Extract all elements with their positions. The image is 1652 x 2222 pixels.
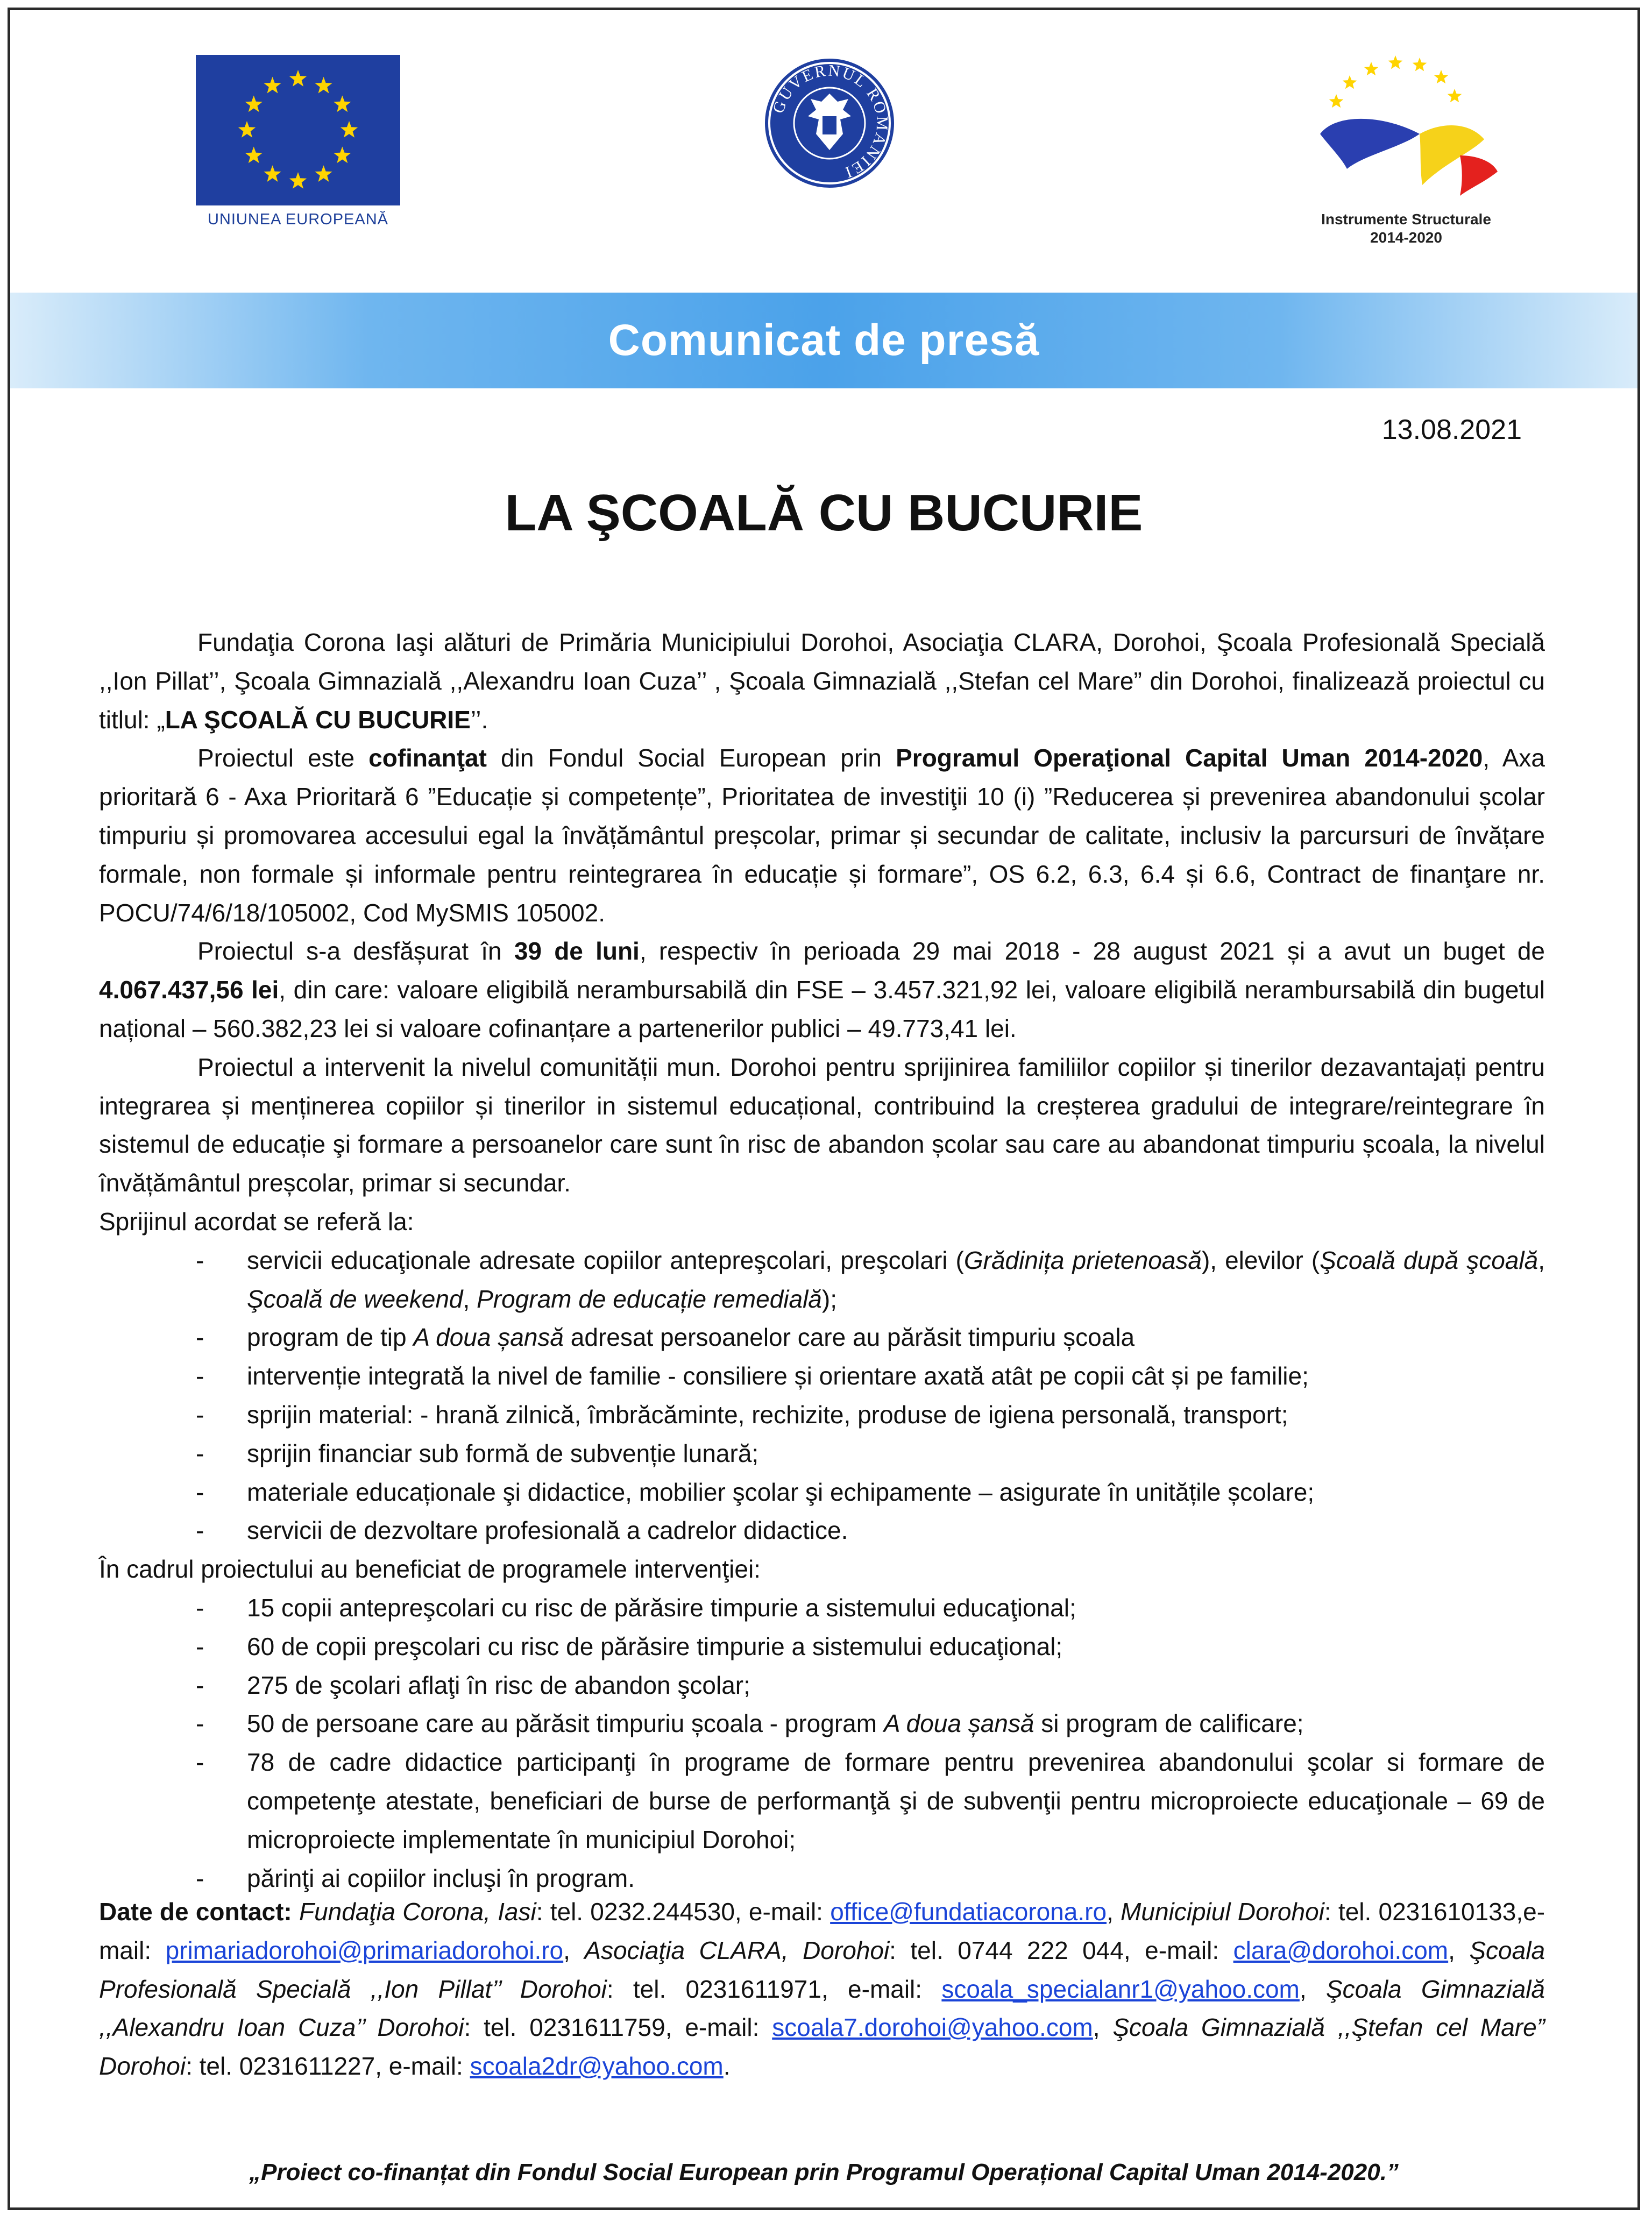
s1-t5: ); [821, 1284, 837, 1313]
government-of-romania-logo [762, 56, 897, 190]
p2-t1: Proiectul este [197, 744, 369, 772]
structural-star-icon [1413, 58, 1427, 71]
structural-star-icon [1448, 89, 1462, 102]
structural-star-icon [1434, 70, 1449, 83]
b1-text: 15 copii antepreşcolari cu risc de părăsire timpurie a sistemului educaţional; [247, 1593, 1076, 1622]
support-intro: Sprijinul acordat se referă la: [99, 1207, 414, 1236]
contact-org-cuza: Şcoala Gimnazială ,,Alexandru Ioan Cuza’’ Dorohoi [99, 1975, 1545, 2042]
contact-t8: , [1299, 1975, 1326, 2003]
p2-b1: cofinanţat [368, 744, 487, 772]
press-release-page [8, 8, 1640, 2210]
b2-text: 60 de copii preşcolari cu risc de părăsire timpurie a sistemului educaţional; [247, 1632, 1063, 1660]
s1-i3: Şcoală de weekend [247, 1284, 463, 1313]
s1-i2: Şcoală după şcoală [1320, 1246, 1538, 1274]
contact-section [99, 1893, 1545, 2086]
gov-ring-text: GUVERNUL ROMÂNIEI [769, 61, 891, 182]
romania-coat-of-arms-icon [762, 56, 897, 190]
contact-org-municipiu: Municipiul Dorohoi [1121, 1898, 1324, 1926]
eu-caption: UNIUNEA EUROPEANĂ [207, 211, 389, 228]
contact-t5: : tel. 0744 222 044, e-mail: [889, 1936, 1233, 1964]
p1-bold: LA ŞCOALĂ CU BUCURIE [165, 705, 471, 734]
press-release-banner [10, 293, 1637, 388]
list-item [99, 1589, 1545, 1628]
s3-text: intervenție integrată la nivel de familie - consiliere și orientare axată atât pe copii cât și pe familie; [247, 1362, 1309, 1390]
contact-org-pillat: Şcoala Profesională Specială ,,Ion Pillat’’ Dorohoi [99, 1936, 1545, 2003]
p2-b2: Programul Operaţional Capital Uman 2014-2020 [896, 744, 1483, 772]
document-body [99, 623, 1545, 1898]
paragraph-intervention: Proiectul a intervenit la nivelul comunității mun. Dorohoi pentru sprijinirea familiilor copiilor și tinerilor dezavantajați pentru integrarea și menținerea copiilor și tinerilor in sistemul educațional, contribuind la creșterea gradului de integrare/reintegrare în sistemul de educație şi formare a persoanelor care sunt în risc de abandon școlar sau care au abandonat timpuriu școala, la nivelul învățământul preșcolar, primar si secundar. [99, 1053, 1545, 1197]
s2-t2: adresat persoanelor care au părăsit timpuriu școala [564, 1323, 1135, 1352]
list-dash: - [196, 1439, 204, 1467]
list-dash: - [196, 1671, 204, 1699]
list-item [99, 1435, 1545, 1473]
s1-t1: servicii educaţionale adresate copiilor antepreşcolari, preşcolari ( [247, 1246, 964, 1274]
p2-t2: din Fondul Social European prin [486, 744, 896, 772]
structural-star-icon [1343, 75, 1357, 89]
is-caption-line1: Instrumente Structurale [1321, 211, 1491, 228]
contact-t7: : tel. 0231611971, e-mail: [606, 1975, 942, 2003]
contact-t9: : tel. 0231611759, e-mail: [464, 2013, 772, 2042]
list-dash: - [196, 1246, 204, 1274]
email-link-corona[interactable]: office@fundatiacorona.ro [830, 1898, 1107, 1926]
list-dash: - [196, 1748, 204, 1777]
structural-star-icon [1388, 55, 1403, 69]
list-dash: - [196, 1478, 204, 1506]
structural-instruments-logo [1299, 53, 1514, 247]
release-date: 13.08.2021 [1381, 414, 1522, 445]
contact-t3: : tel. 0231610133,e-mail: [99, 1898, 1545, 1964]
list-dash: - [196, 1709, 204, 1738]
beneficiaries-list [99, 1589, 1545, 1898]
p3-b2: 4.067.437,56 lei [99, 976, 279, 1004]
b4-t2: si program de calificare; [1034, 1709, 1304, 1738]
structural-instruments-caption [1299, 210, 1514, 247]
s2-t1: program de tip [247, 1323, 414, 1352]
contact-t12: . [723, 2052, 731, 2081]
contact-org-clara: Asociaţia CLARA, Dorohoi [584, 1936, 890, 1964]
list-dash: - [196, 1362, 204, 1390]
list-dash: - [196, 1400, 204, 1429]
s1-t2: ), elevilor ( [1201, 1246, 1320, 1274]
list-item [99, 1705, 1545, 1743]
eu-flag-icon [196, 55, 400, 205]
s4-text: sprijin material: - hrană zilnică, îmbrăcăminte, rechizite, produse de igiena personală, transport; [247, 1400, 1288, 1429]
footer-note: „Proiect co-finanțat din Fondul Social European prin Programul Operațional Capital Uman 2014-2020.” [249, 2159, 1399, 2185]
structural-star-icon [1329, 94, 1344, 108]
contact-t1: : tel. 0232.244530, e-mail: [536, 1898, 831, 1926]
support-list [99, 1241, 1545, 1550]
document-title: LA ŞCOALĂ CU BUCURIE [505, 484, 1143, 542]
list-item [99, 1743, 1545, 1859]
s7-text: servicii de dezvoltare profesională a cadrelor didactice. [247, 1516, 848, 1545]
contact-t10: , [1093, 2013, 1113, 2042]
email-link-primaria[interactable]: primariadorohoi@primariadorohoi.ro [165, 1936, 564, 1964]
b6-text: părinţi ai copiilor incluşi în program. [247, 1864, 635, 1892]
contact-label: Date de contact: [99, 1898, 292, 1926]
p3-t2: , respectiv în perioada 29 mai 2018 - 28 august 2021 și a avut un buget de [639, 937, 1545, 966]
b3-text: 275 de şcolari aflaţi în risc de abandon şcolar; [247, 1671, 750, 1699]
list-item [99, 1318, 1545, 1357]
email-link-pillat[interactable]: scoala_specialanr1@yahoo.com [941, 1975, 1300, 2003]
contact-t2: , [1107, 1898, 1121, 1926]
contact-org-corona: Fundaţia Corona, Iasi [299, 1898, 536, 1926]
contact-org-stefan: Şcoala Gimnazială ,,Ştefan cel Mare” Dorohoi [99, 2013, 1545, 2081]
b5-text: 78 de cadre didactice participanţi în programe de formare pentru prevenirea abandonului şcolar si formare de competenţe atestate, beneficiari de burse de performanţă şi de subvenţii pentru microproiecte educaţionale – 69 de microproiecte implementate în municipiul Dorohoi; [247, 1748, 1545, 1854]
p3-b1: 39 de luni [514, 937, 640, 966]
list-dash: - [196, 1632, 204, 1660]
s1-t4: , [463, 1284, 477, 1313]
s5-text: sprijin financiar sub formă de subvenție lunară; [247, 1439, 759, 1467]
p3-t3: , din care: valoare eligibilă nerambursabilă din FSE – 3.457.321,92 lei, valoare eligibilă nerambursabilă din bugetul național – 560.382,23 lei si valoare cofinanțare a partenerilor publici – 49.773,41 lei. [99, 976, 1545, 1042]
list-item [99, 1396, 1545, 1435]
list-dash: - [196, 1323, 204, 1352]
structural-star-icon [1364, 62, 1379, 75]
b4-t1: 50 de persoane care au părăsit timpuriu școala - program [247, 1709, 884, 1738]
p3-t1: Proiectul s-a desfășurat în [197, 937, 514, 966]
list-item [99, 1859, 1545, 1898]
list-dash: - [196, 1864, 204, 1892]
list-item [99, 1511, 1545, 1550]
s1-i4: Program de educație remedială [477, 1284, 822, 1313]
paragraph-budget [99, 932, 1545, 1048]
b4-i1: A doua șansă [883, 1709, 1034, 1738]
eu-logo [196, 55, 400, 228]
banner-title: Comunicat de presă [608, 316, 1040, 365]
list-item [99, 1357, 1545, 1396]
contact-t6: , [1448, 1936, 1470, 1964]
contact-t4: , [563, 1936, 585, 1964]
email-link-stefan[interactable]: scoala2dr@yahoo.com [470, 2052, 724, 2081]
email-link-clara[interactable]: clara@dorohoi.com [1233, 1936, 1449, 1964]
structural-instruments-icon [1299, 53, 1514, 209]
p1-text: Fundaţia Corona Iaşi alături de Primăria Municipiului Dorohoi, Asociaţia CLARA, Dorohoi, Şcoala Profesională Specială ,,Ion Pillat’’, Şcoala Gimnazială ,,Alexandru Ioan Cuza’’ , Şcoala Gimnazială ,,Stefan cel Mare” din Dorohoi, finalizează proiectul cu titlul: „ [99, 628, 1545, 734]
paragraph-funding [99, 739, 1545, 932]
paragraph-partners [99, 623, 1545, 739]
email-link-cuza[interactable]: scoala7.dorohoi@yahoo.com [772, 2013, 1093, 2042]
list-item [99, 1628, 1545, 1666]
s1-t3: , [1538, 1246, 1545, 1274]
s1-i1: Grădinița prietenoasă [963, 1246, 1202, 1274]
contact-t11: : tel. 0231611227, e-mail: [186, 2052, 470, 2081]
is-caption-line2: 2014-2020 [1370, 229, 1442, 246]
list-item [99, 1241, 1545, 1319]
list-dash: - [196, 1516, 204, 1545]
beneficiaries-intro: În cadrul proiectului au beneficiat de programele intervenţiei: [99, 1555, 761, 1584]
list-dash: - [196, 1593, 204, 1622]
s6-text: materiale educaționale şi didactice, mobilier şcolar şi echipamente – asigurate în unitățile școlare; [247, 1478, 1315, 1506]
p1-end: ’’. [470, 705, 488, 734]
s2-i1: A doua șansă [413, 1323, 564, 1352]
p2-t3: , Axa prioritară 6 - Axa Prioritară 6 ”Educație și competențe”, Prioritatea de investiţii 10 (i) ”Reducerea și prevenirea abandonului școlar timpuriu și promovarea accesului egal la învățământul preșcolar, primar și secundar de calitate, inclusiv la parcursuri de învățare formale, non formale și informale pentru reintegrarea în educație și formare”, OS 6.2, 6.3, 6.4 și 6.6, Contract de finanţare nr. POCU/74/6/18/105002, Cod MySMIS 105002. [99, 744, 1545, 927]
list-item [99, 1666, 1545, 1705]
list-item [99, 1473, 1545, 1512]
